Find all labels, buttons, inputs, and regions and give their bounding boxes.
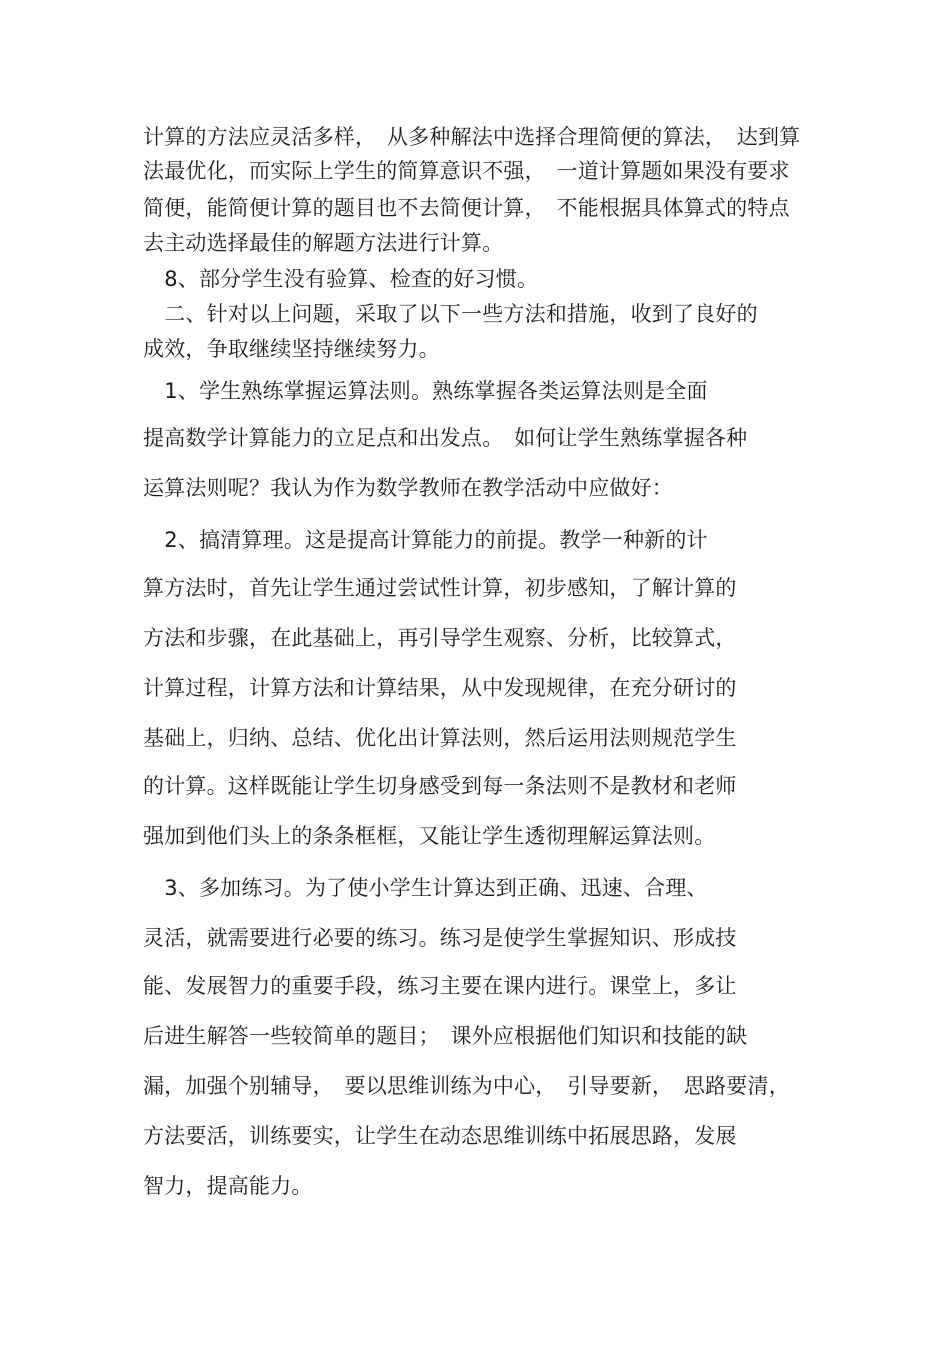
text-line: 计算的方法应灵活多样， 从多种解法中选择合理简便的算法， 达到算: [143, 125, 801, 149]
text-line: 灵活，就需要进行必要的练习。练习是使学生掌握知识、形成技: [143, 926, 737, 950]
text-line: 后进生解答一些较简单的题目； 课外应根据他们知识和技能的缺: [143, 1024, 748, 1048]
text-line: 算方法时，首先让学生通过尝试性计算，初步感知，了解计算的: [143, 576, 737, 600]
text-line: 强加到他们头上的条条框框，又能让学生透彻理解运算法则。: [143, 824, 716, 848]
text-line: 智力，提高能力。: [143, 1174, 313, 1198]
text-line: 的计算。这样既能让学生切身感受到每一条法则不是教材和老师: [143, 774, 737, 798]
text-line: 方法要活，训练要实，让学生在动态思维训练中拓展思路，发展: [143, 1124, 737, 1148]
section-heading: 二、针对以上问题，采取了以下一些方法和措施，收到了良好的: [143, 302, 758, 326]
text-line: 计算过程，计算方法和计算结果，从中发现规律，在充分研讨的: [143, 676, 737, 700]
text-line: 运算法则呢？我认为作为数学教师在教学活动中应做好：: [143, 476, 673, 500]
text-line: 1、学生熟练掌握运算法则。熟练掌握各类运算法则是全面: [143, 379, 708, 403]
text-line: 漏，加强个别辅导， 要以思维训练为中心， 引导要新， 思路要清，: [143, 1074, 790, 1098]
text-line: 能、发展智力的重要手段，练习主要在课内进行。课堂上，多让: [143, 974, 737, 998]
text-line: 2、搞清算理。这是提高计算能力的前提。教学一种新的计: [143, 528, 708, 552]
text-line: 8、部分学生没有验算、检查的好习惯。: [143, 267, 539, 291]
text-line: 法最优化，而实际上学生的简算意识不强， 一道计算题如果没有要求: [143, 159, 790, 183]
text-line: 基础上，归纳、总结、优化出计算法则，然后运用法则规范学生: [143, 726, 737, 750]
text-line: 提高数学计算能力的立足点和出发点。 如何让学生熟练掌握各种: [143, 426, 748, 450]
text-line: 简便，能简便计算的题目也不去简便计算， 不能根据具体算式的特点: [143, 196, 790, 220]
text-line: 去主动选择最佳的解题方法进行计算。: [143, 231, 504, 255]
text-line: 成效，争取继续坚持继续努力。: [143, 337, 440, 361]
text-line: 3、多加练习。为了使小学生计算达到正确、迅速、合理、: [143, 876, 708, 900]
text-line: 方法和步骤，在此基础上，再引导学生观察、分析，比较算式，: [143, 626, 737, 650]
